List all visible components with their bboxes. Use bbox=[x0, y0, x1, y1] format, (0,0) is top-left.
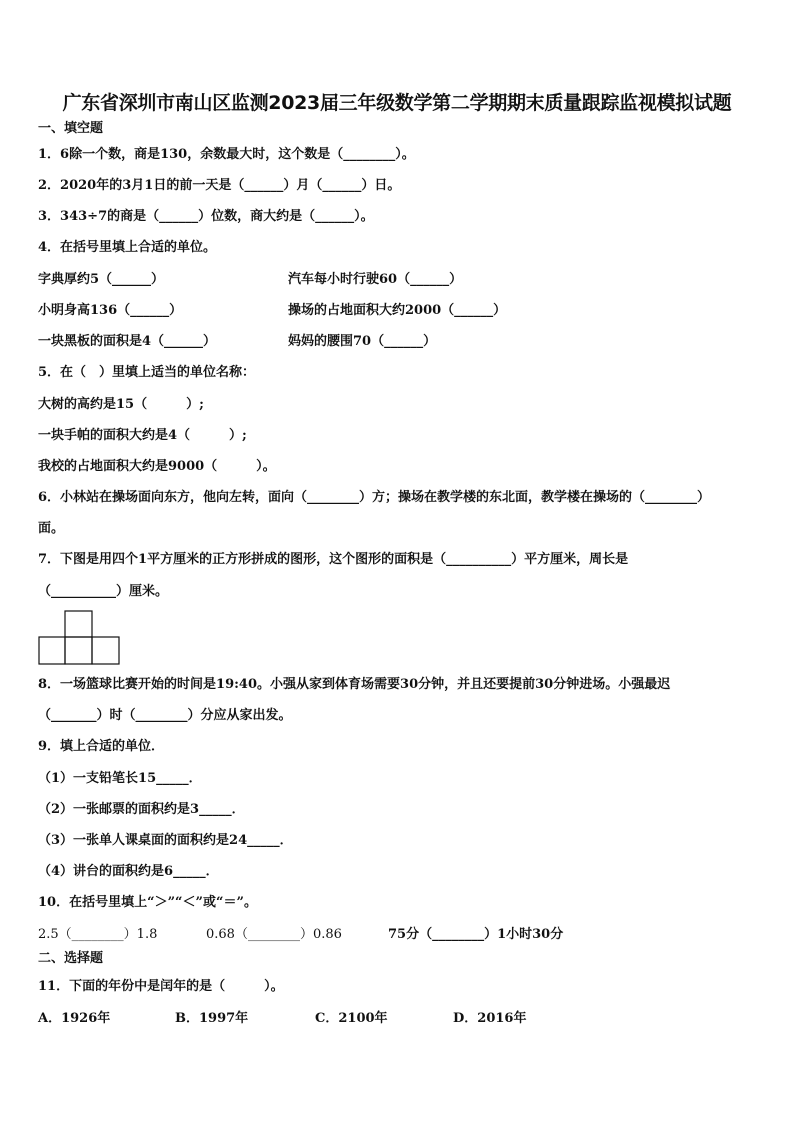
question-4-item: 汽车每小时行驶60（______） bbox=[288, 272, 463, 287]
question-9-item: （4）讲台的面积约是6_____． bbox=[38, 864, 219, 879]
question-4-stem: 4．在括号里填上合适的单位。 bbox=[38, 240, 217, 255]
question-10-item: 0.68（________）0.86 bbox=[206, 927, 342, 942]
question-7-line: （__________）厘米。 bbox=[38, 584, 169, 599]
choice-option-a: A．1926年 bbox=[38, 1011, 111, 1026]
question-9-item: （3）一张单人课桌面的面积约是24_____． bbox=[38, 833, 293, 848]
figure-square-right bbox=[92, 637, 119, 664]
question-5-item: 一块手帕的面积大约是4（ ）; bbox=[38, 428, 247, 443]
question-10-stem: 10．在括号里填上“＞”“＜”或“＝”。 bbox=[38, 895, 257, 910]
choice-option-b: B．1997年 bbox=[175, 1011, 249, 1026]
question-5-item: 我校的占地面积大约是9000（ ）。 bbox=[38, 459, 276, 474]
question-2: 2．2020年的3月1日的前一天是（______）月（______）日。 bbox=[38, 178, 401, 193]
question-4-item: 一块黑板的面积是4（______） bbox=[38, 334, 217, 349]
question-8-line: 8．一场篮球比赛开始的时间是19:40。小强从家到体育场需要30分钟，并且还要提前30分钟进场。小强最迟 bbox=[38, 677, 671, 692]
question-9-stem: 9．填上合适的单位． bbox=[38, 739, 165, 754]
question-11-stem: 11．下面的年份中是闰年的是（ ）。 bbox=[38, 979, 284, 994]
question-9-item: （1）一支铅笔长15_____． bbox=[38, 771, 202, 786]
four-squares-figure bbox=[38, 610, 120, 665]
question-7-line: 7．下图是用四个1平方厘米的正方形拼成的图形，这个图形的面积是（__________）平方厘米，周长是 bbox=[38, 552, 629, 567]
question-3: 3．343÷7的商是（______）位数，商大约是（______）。 bbox=[38, 209, 374, 224]
figure-square-middle bbox=[65, 637, 92, 664]
question-4-item: 小明身高136（______） bbox=[38, 303, 183, 318]
question-4-item: 妈妈的腰围70（______） bbox=[288, 334, 437, 349]
question-4-item: 操场的占地面积大约2000（______） bbox=[288, 303, 507, 318]
section-heading-fill: 一、填空题 bbox=[38, 121, 104, 136]
figure-square-left bbox=[39, 637, 65, 664]
figure-square-top bbox=[65, 611, 92, 637]
question-10-item: 2.5（________）1.8 bbox=[38, 927, 158, 942]
question-6-line: 面。 bbox=[38, 521, 65, 536]
question-8-line: （_______）时（________）分应从家出发。 bbox=[38, 708, 292, 723]
question-5-stem: 5．在（ ）里填上适当的单位名称： bbox=[38, 365, 256, 380]
section-heading-choice: 二、选择题 bbox=[38, 951, 104, 966]
question-6-line: 6．小林站在操场面向东方，他向左转，面向（________）方；操场在教学楼的东北面，教学楼在操场的（________） bbox=[38, 490, 711, 505]
choice-option-c: C．2100年 bbox=[315, 1011, 388, 1026]
question-5-item: 大树的高约是15（ ）; bbox=[38, 397, 204, 412]
question-10-item: 75分（________）1小时30分 bbox=[388, 927, 564, 942]
question-4-item: 字典厚约5（______） bbox=[38, 272, 165, 287]
choice-option-d: D．2016年 bbox=[453, 1011, 527, 1026]
question-9-item: （2）一张邮票的面积约是3_____． bbox=[38, 802, 245, 817]
question-1: 1．6除一个数，商是130，余数最大时，这个数是（________）。 bbox=[38, 147, 415, 162]
page-title: 广东省深圳市南山区监测2023届三年级数学第二学期期末质量跟踪监视模拟试题 bbox=[62, 92, 732, 114]
